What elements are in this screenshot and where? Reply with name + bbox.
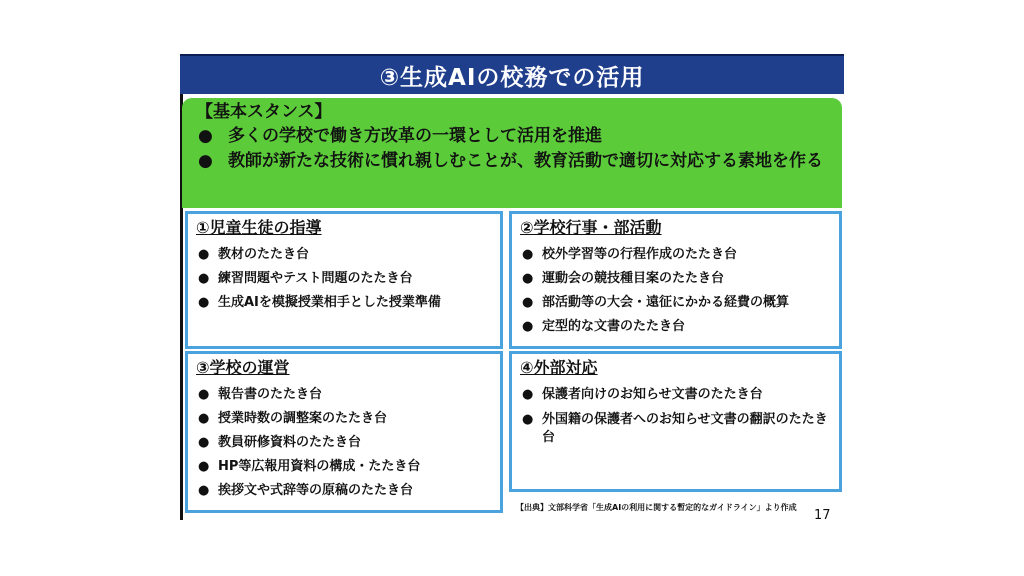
card-title: ①児童生徒の指導	[196, 218, 322, 237]
bullet-icon: ●	[198, 247, 210, 262]
card-title: ③学校の運営	[196, 358, 290, 377]
list-item	[520, 383, 831, 407]
list-item-text: 定型的な文書のたたき台	[542, 319, 686, 334]
bullet-icon: ●	[522, 412, 534, 427]
bullet-icon: ●	[198, 459, 210, 474]
list-item	[196, 291, 492, 315]
list-item	[196, 243, 492, 267]
bullet-icon: ●	[522, 387, 534, 402]
list-item	[520, 267, 831, 291]
list-item	[196, 479, 492, 503]
list-item-text: 報告書のたたき台	[218, 387, 323, 402]
bullet-icon: ●	[198, 483, 210, 498]
card-external-relations	[509, 351, 842, 492]
basic-stance-box	[182, 98, 842, 208]
basic-stance-list	[196, 124, 834, 174]
bullet-icon: ●	[522, 319, 534, 334]
bullet-icon: ●	[198, 435, 210, 450]
page-number: 17	[814, 508, 831, 523]
bullet-icon: ●	[198, 271, 210, 286]
bullet-icon: ●	[198, 387, 210, 402]
list-item-text: 保護者向けのお知らせ文書のたたき台	[542, 387, 763, 402]
list-item	[196, 383, 492, 407]
list-item-text: 多くの学校で働き方改革の一環として活用を推進	[228, 126, 602, 146]
list-item-text: 校外学習等の行程作成のたたき台	[542, 247, 738, 262]
list-item	[520, 411, 831, 447]
bullet-icon: ●	[198, 295, 210, 310]
bullet-icon: ●	[522, 271, 534, 286]
list-item	[196, 455, 492, 479]
card-title: ④外部対応	[520, 358, 598, 377]
list-item	[196, 124, 834, 149]
list-item-text: 挨拶文や式辞等の原稿のたたき台	[218, 483, 414, 498]
slide-title-bar	[180, 54, 844, 94]
bullet-icon: ●	[522, 295, 534, 310]
source-citation: 【出典】文部科学省「生成AIの利用に関する暫定的なガイドライン」より作成	[516, 503, 797, 512]
bullet-icon: ●	[198, 411, 210, 426]
list-item	[520, 315, 831, 339]
list-item-text: 教員研修資料のたたき台	[218, 435, 362, 450]
slide	[180, 54, 844, 524]
bullet-icon: ●	[522, 247, 534, 262]
bullet-icon: ●	[198, 151, 213, 171]
card-list	[520, 383, 831, 447]
card-list	[520, 243, 831, 339]
list-item	[196, 407, 492, 431]
list-item	[520, 291, 831, 315]
list-item-text: 教材のたたき台	[218, 247, 310, 262]
card-school-events	[509, 211, 842, 349]
list-item-text: 練習問題やテスト問題のたたき台	[218, 271, 413, 286]
list-item-text: HP等広報用資料の構成・たたき台	[218, 459, 421, 474]
card-list	[196, 383, 492, 503]
list-item-text: 外国籍の保護者へのお知らせ文書の翻訳のたたき台	[542, 412, 828, 445]
list-item-text: 教師が新たな技術に慣れ親しむことが、教育活動で適切に対応する素地を作る	[228, 151, 823, 171]
list-item	[196, 267, 492, 291]
list-item-text: 生成AIを模擬授業相手とした授業準備	[218, 295, 441, 310]
list-item-text: 授業時数の調整案のたたき台	[218, 411, 388, 426]
card-list	[196, 243, 492, 315]
bullet-icon: ●	[198, 126, 213, 146]
card-school-operations	[185, 351, 503, 513]
list-item	[196, 149, 834, 174]
card-student-guidance	[185, 211, 503, 349]
slide-title: ③生成AIの校務での活用	[379, 64, 645, 91]
list-item-text: 運動会の競技種目案のたたき台	[542, 271, 725, 286]
basic-stance-heading: 【基本スタンス】	[196, 102, 332, 122]
list-item	[520, 243, 831, 267]
list-item-text: 部活動等の大会・遠征にかかる経費の概算	[542, 295, 790, 310]
card-title: ②学校行事・部活動	[520, 218, 662, 237]
list-item	[196, 431, 492, 455]
